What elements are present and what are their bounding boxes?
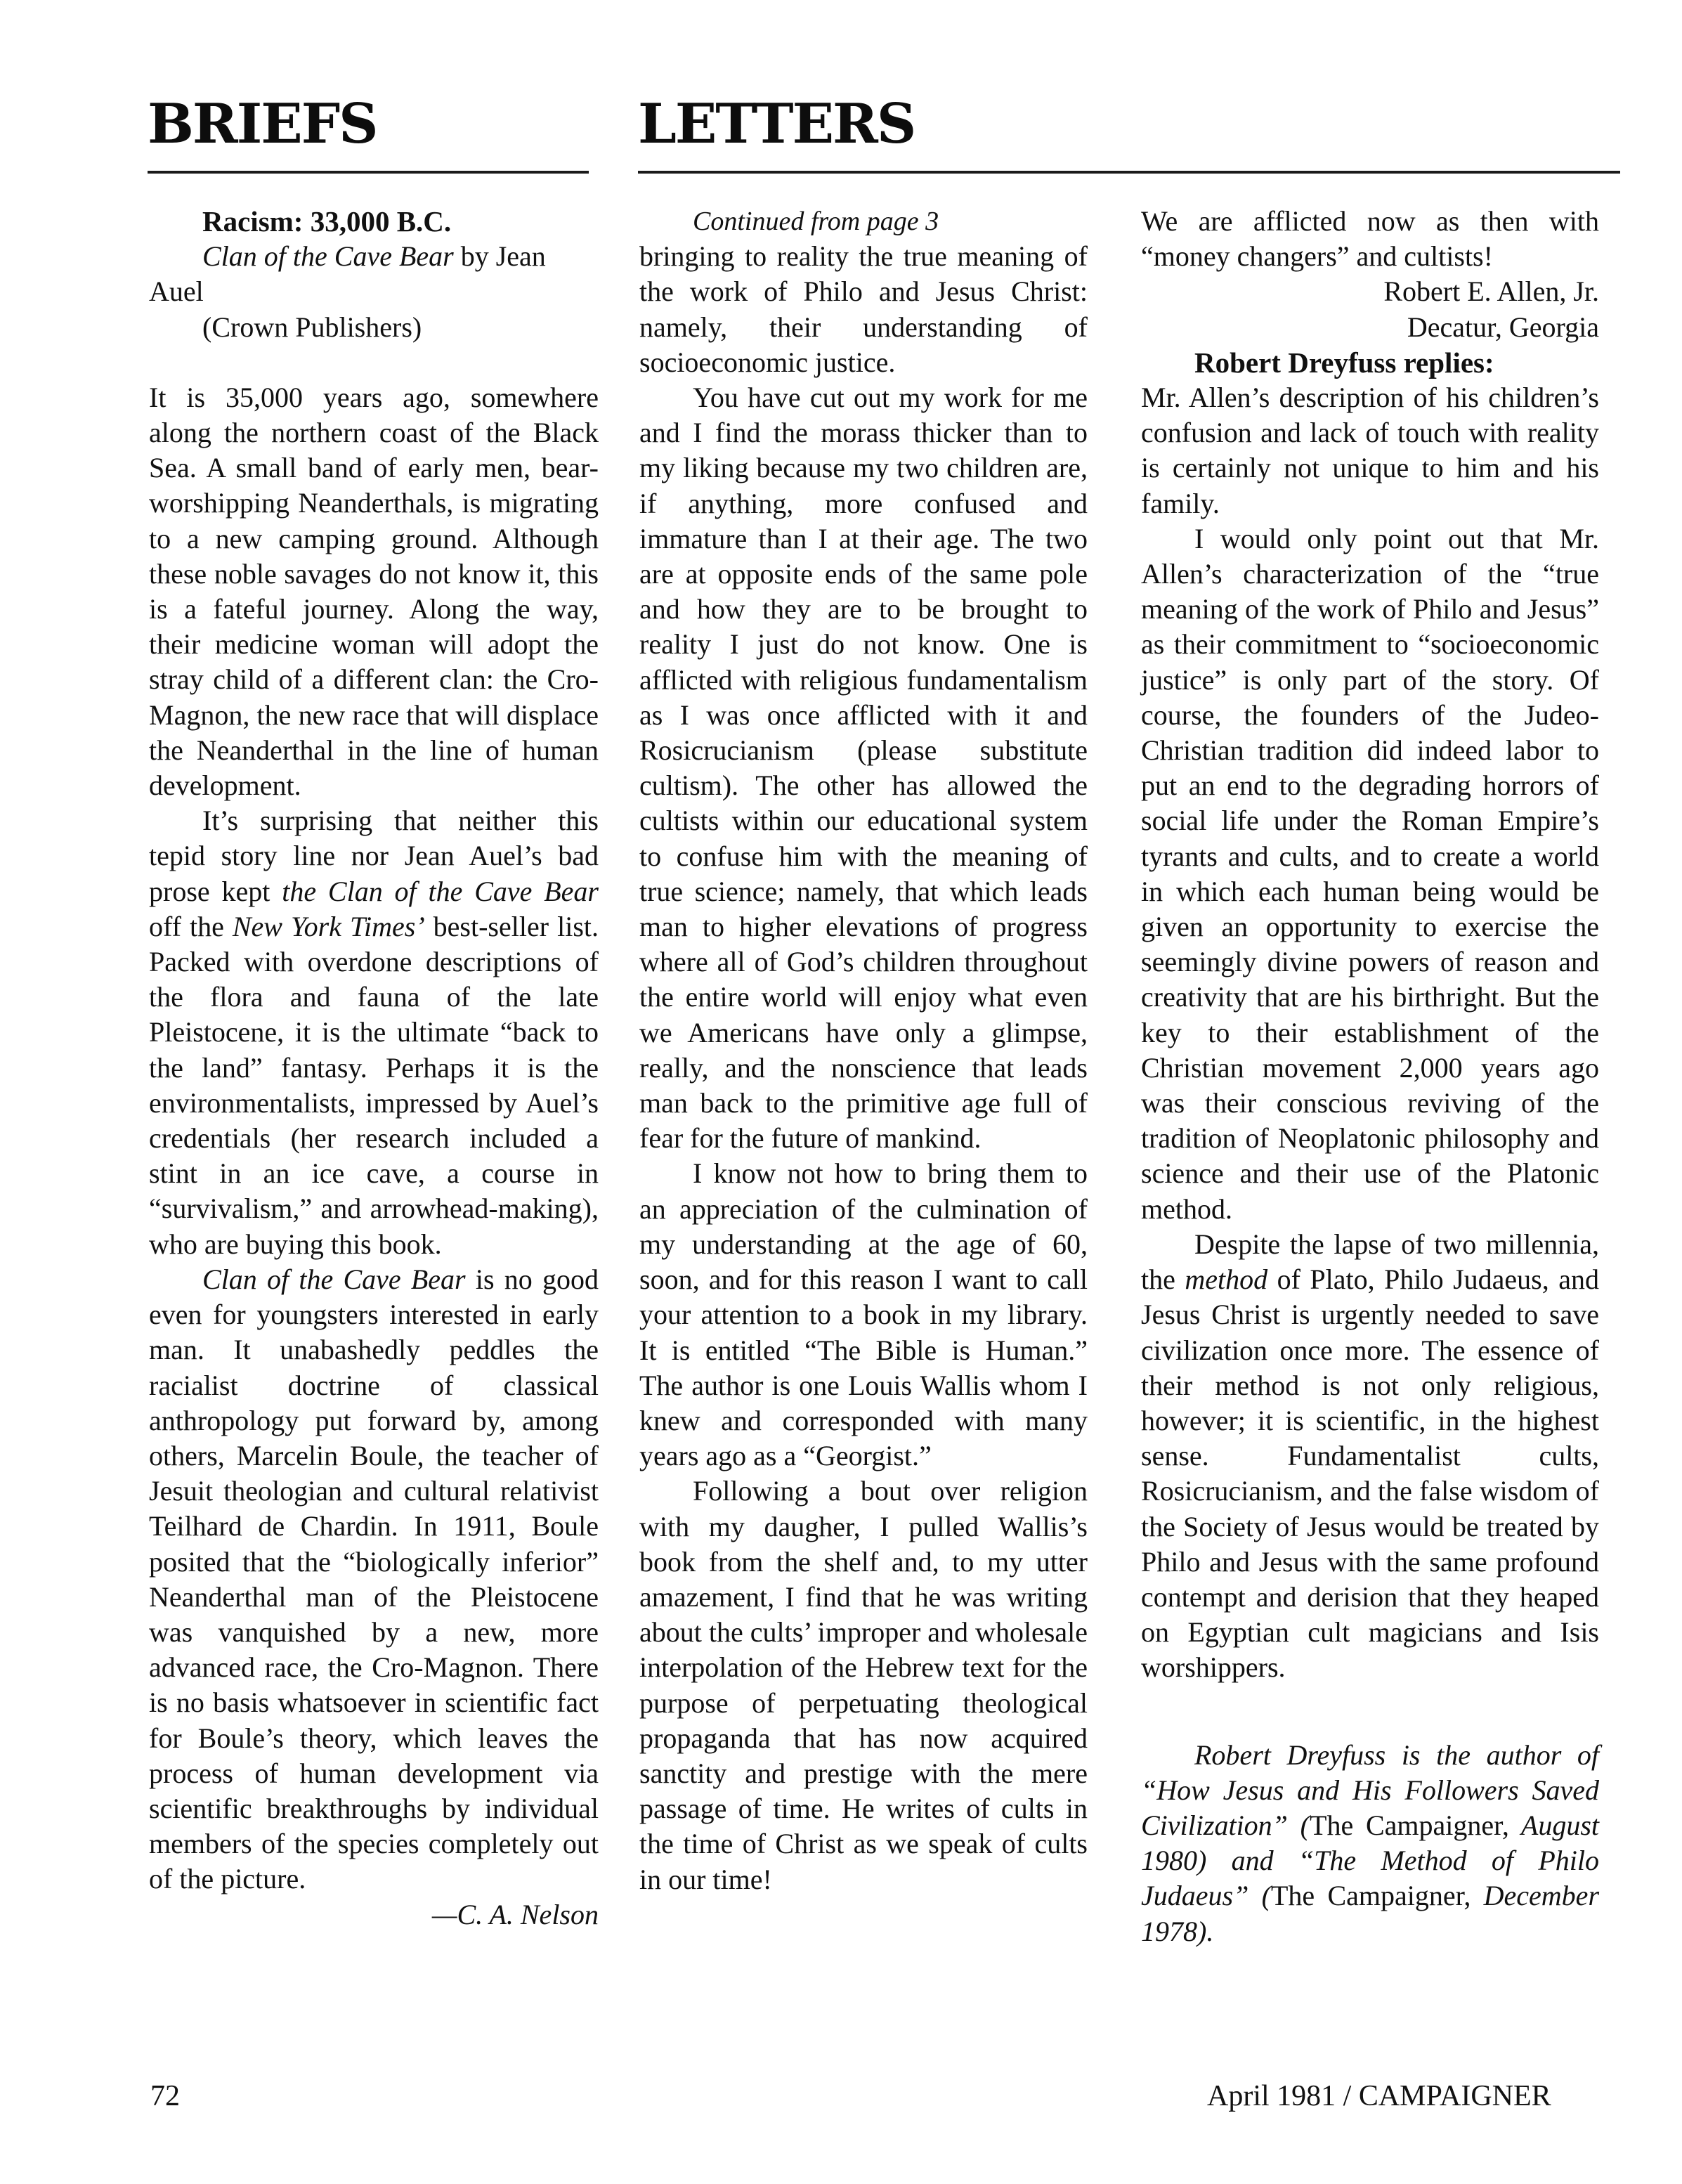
briefs-rule: [148, 171, 589, 174]
briefs-paragraph: It is 35,000 years ago, somewhere along the northern coast of the Black Sea. A small band of early men, bear-worshipping Neanderthals, is migrating to a new camping ground. Although these noble savages do not know it, this is a fateful journey. Along the way, their medicine woman will adopt the stray child of a different clan: the Cro-Magnon, the new race that will displace the Neanderthal in the line of human development.: [149, 381, 599, 802]
briefs-paragraph: It’s surprising that neither this tepid story line nor Jean Auel’s bad prose kept the Clan of the Cave Bear off the New York Times’ best-seller list. Packed with overdone descriptions of the flora and fauna of the late Pleistocene, it is the ultimate “back to the land” fantasy. Perhaps it is the environmentalists, impressed by Auel’s credentials (her research included a stint in an ice cave, a course in “survivalism,” and arrowhead-making), who are buying this book.: [149, 805, 599, 1260]
briefs-heading: BRIEFS: [148, 92, 377, 156]
review-title: Racism: 33,000 B.C.: [202, 205, 452, 238]
signature-place: Decatur, Georgia: [1407, 311, 1599, 343]
letters-heading: LETTERS: [638, 92, 915, 156]
review-book: [149, 239, 599, 309]
letter-signature: [1141, 274, 1599, 344]
letter-paragraph: You have cut out my work for me and I find the morass thicker than to my liking because my two children are, if anything, more confused and immature than I at their age. The two are at opposite ends of the same pole and how they are to be brought to reality I just do not know. One is afflicted with religious fundamentalism as I was once afflicted with it and Rosicrucianism (please substitute cultism). The other has allowed the cultists within our educational system to confuse him with the meaning of true science; namely, that which leads man to higher elevations of progress where all of God’s children throughout the entire world will enjoy what even we Americans have only a glimpse, really, and the nonscience that leads man back to the primitive age full of fear for the future of mankind.: [639, 382, 1088, 1155]
briefs-column: [149, 204, 599, 1932]
review-byline: —C. A. Nelson: [431, 1898, 599, 1930]
letter-paragraph: I know not how to bring them to an appreciation of the culmination of my understanding at the age of 60, soon, and for this reason I want to call your attention to a book in my library. It is entitled “The Bible is Human.” The author is one Louis Wallis whom I knew and corresponded with many years ago as a “Georgist.”: [639, 1157, 1088, 1472]
letters-rule: [638, 171, 1620, 174]
letter-paragraph: Following a bout over religion with my daugher, I pulled Wallis’s book from the shelf and, to my utter amazement, I find that he was writing about the cults’ improper and wholesale interpolation of the Hebrew text for the purpose of perpetuating theological propaganda that has now acquired sanctity and prestige with the mere passage of time. He writes of cults in the time of Christ as we speak of cults in our time!: [639, 1475, 1088, 1895]
footer-issue: April 1981 / CAMPAIGNER: [1207, 2080, 1551, 2112]
letter-paragraph: bringing to reality the true meaning of the work of Philo and Jesus Christ: namely, their understanding of socioeconomic justice.: [639, 240, 1088, 378]
letter-paragraph: We are afflicted now as then with “money changers” and cultists!: [1141, 205, 1599, 273]
review-book-author: by Jean Auel: [149, 240, 546, 308]
briefs-paragraph: Clan of the Cave Bear is no good even for youngsters interested in early man. It unabashedly peddles the racialist doctrine of classical anthropology put forward by, among others, Marcelin Boule, the teacher of Jesuit theologian and cultural relativist Teilhard de Chardin. In 1911, Boule posited that the “biologically inferior” Neanderthal man of the Pleistocene was vanquished by a new, more advanced race, the Cro-Magnon. There is no basis whatsoever in scientific fact for Boule’s theory, which leaves the process of human development via scientific breakthroughs by individual members of the species completely out of the picture.: [149, 1263, 599, 1895]
reply-heading: Robert Dreyfuss replies:: [1194, 346, 1494, 379]
signature-name: Robert E. Allen, Jr.: [1383, 275, 1599, 308]
reply-paragraph: I would only point out that Mr. Allen’s characterization of the “true meaning of the work of Philo and Jesus” as their commitment to “socioeconomic justice” is only part of the story. Of course, the founders of the Judeo-Christian tradition did indeed labor to put an end to the degrading horrors of social life under the Roman Empire’s tyrants and cults, and to create a world in which each human being would be given an opportunity to exercise the seemingly divine powers of reason and creativity that are his birthright. But the key to their establishment of the Christian movement 2,000 years ago was their conscious reviving of the tradition of Neoplatonic philosophy and science and their use of the Platonic method.: [1141, 522, 1599, 1225]
page-number: 72: [150, 2080, 180, 2112]
continued-note: Continued from page 3: [693, 207, 939, 236]
review-publisher: (Crown Publishers): [202, 311, 422, 343]
letters-column: [639, 204, 1088, 1897]
review-book-title: Clan of the Cave Bear: [202, 240, 454, 273]
reply-paragraph: Despite the lapse of two millennia, the method of Plato, Philo Judaeus, and Jesus Christ is urgently needed to save civilization once more. The essence of their method is not only religious, however; it is scientific, in the highest sense. Fundamentalist cults, Rosicrucianism, and the false wisdom of the Society of Jesus would be treated by Philo and Jesus with the same profound contempt and derision that they heaped on Egyptian cult magicians and Isis worshippers.: [1141, 1228, 1599, 1684]
reply-paragraph: Mr. Allen’s description of his children’s confusion and lack of touch with reality is certainly not unique to him and his family.: [1141, 382, 1599, 519]
reply-column: [1141, 204, 1599, 1949]
author-note: Robert Dreyfuss is the author of “How Jesus and His Followers Saved Civilization” (The Campaigner, August 1980) and “The Method of Philo Judaeus” (The Campaigner, December 1978).: [1141, 1738, 1600, 1947]
